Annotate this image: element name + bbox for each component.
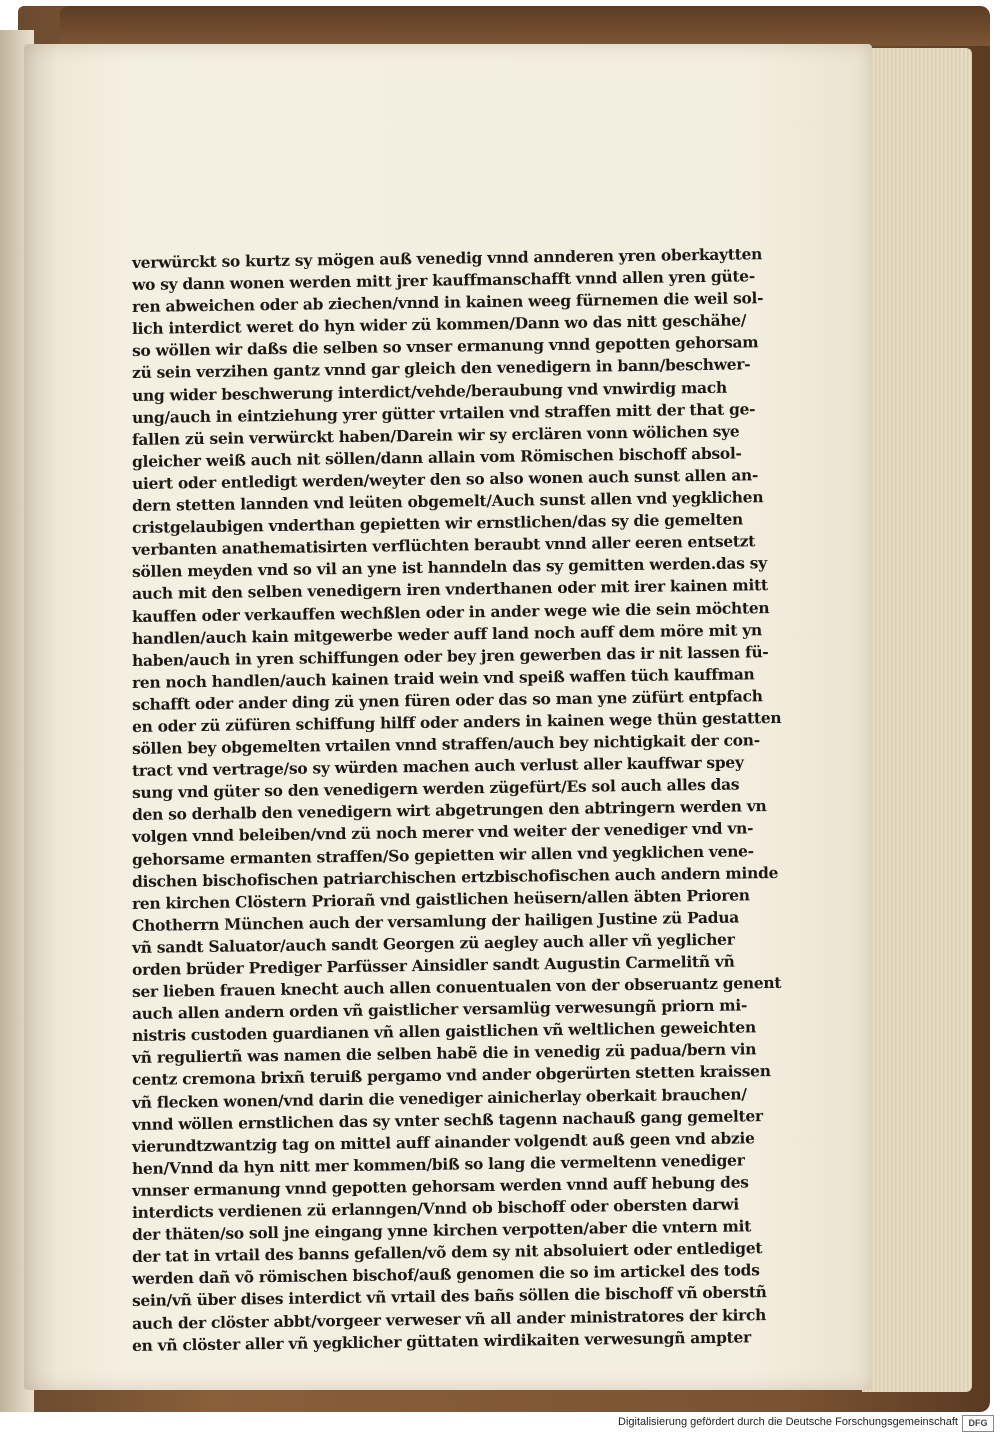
- text-line: vnnser ermanung vnnd gepotten gehorsam werden vnnd auff hebung des: [131, 1172, 749, 1200]
- text-line: fallen zü sein verwürckt haben/Darein wir sy erclären vonn wölichen sye: [131, 421, 740, 449]
- book-page: [24, 44, 872, 1390]
- text-line: uiert oder entledigt werden/weyter den so also wonen auch sunst allen an-: [131, 465, 759, 493]
- text-line: dischen bischofischen patriarchischen ertzbischofischen auch andern minde: [131, 862, 779, 891]
- text-line: sein/vñ über dises interdict vñ vrtail des bañs söllen die bischoff vñ oberstñ: [131, 1282, 767, 1311]
- text-line: sung vnd güter so den venedigern werden zügefürt/Es sol auch alles das: [131, 774, 740, 803]
- text-line: der thäten/so soll jne eingang ynne kirchen verpotten/aber die vntern mit: [131, 1216, 752, 1245]
- text-line: wo sy dann wonen werden mitt jrer kauffmanschafft vnnd allen yren güte-: [131, 266, 756, 295]
- text-line: lich interdict weret do hyn wider zü kommen/Dann wo das nitt geschähe/: [131, 310, 747, 339]
- text-line: en oder zü züfüren schiffung hilff oder anders in kainen wege thün gestatten: [131, 707, 782, 736]
- text-line: vierundtzwantzig tag on mittel auff ainander volgendt auß geen vnd abzie: [131, 1128, 755, 1156]
- dfg-logo: DFG: [962, 1415, 994, 1432]
- text-line: cristgelaubigen vnderthan gepietten wir ernstlichen/das sy die gemelten: [131, 509, 744, 538]
- text-line: verwürckt so kurtz sy mögen auß venedig vnnd annderen yren oberkaytten: [131, 244, 763, 272]
- text-line: so wöllen wir daßs die selben so vnser ermanung vnnd gepotten gehorsam: [131, 332, 759, 361]
- text-line: dern stetten lannden vnd leüten obgemelt/Auch sunst allen vnd yegklichen: [131, 487, 764, 516]
- text-line: kauffen oder verkauffen wechßlen oder in ander wege wie die sein möchten: [131, 597, 770, 626]
- text-line: ung wider beschwerung interdict/vehde/beraubung vnd vnwirdig mach: [131, 377, 728, 405]
- text-line: gleicher weiß auch nit söllen/dann allain vom Römischen bischoff absol-: [131, 443, 742, 471]
- footer-bar: [0, 1412, 1000, 1434]
- text-line: nistris custoden guardianen vñ allen gaistlichen vñ weltlichen geweichten: [131, 1017, 756, 1046]
- footer-credit: Digitalisierung gefördert durch die Deutsche Forschungsgemeinschaft: [618, 1416, 958, 1428]
- text-line: Chotherrn München auch der versamlung der hailigen Justine zü Padua: [131, 907, 740, 935]
- text-line: ren abweichen oder ab ziechen/vnnd in kainen weeg fürnemen die weil sol-: [131, 288, 764, 317]
- text-line: auch der clöster abbt/vorgeer verweser vñ all ander ministratores der kirch: [131, 1304, 767, 1333]
- text-line: vñ sandt Saluator/auch sandt Georgen zü aegley auch aller vñ yeglicher: [131, 929, 735, 957]
- page-edges: [862, 48, 972, 1392]
- text-line: orden brüder Prediger Parfüsser Ainsidler sandt Augustin Carmelitñ vñ: [131, 951, 735, 979]
- text-line: ung/auch in eintziehung yrer gütter vrtailen vnd straffen mitt der that ge-: [131, 398, 756, 427]
- text-line: ren kirchen Clöstern Priorañ vnd gaistlichen heüsern/allen äbten Prioren: [131, 885, 750, 913]
- text-line: ren noch handlen/auch kainen traid wein vnd speiß waffen tüch kauffman: [131, 664, 755, 692]
- text-line: söllen meyden vnd so vil an yne ist hanndeln das sy gemitten werden.das sy: [131, 553, 767, 582]
- text-line: den so derhalb den venedigern wirt abgetrungen den abtringern werden vn: [131, 796, 767, 825]
- text-line: gehorsame ermanten straffen/So gepietten wir allen vnd yegklichen vene-: [131, 840, 754, 869]
- text-line: en vñ clöster aller vñ yegklicher güttaten wirdikaiten verwesungñ ampter: [131, 1326, 752, 1355]
- text-line: haben/auch in yren schiffungen oder bey jren gewerben das ir nit lassen fü-: [131, 641, 769, 670]
- text-block: [131, 244, 782, 1357]
- text-line: vñ reguliertñ was namen die selben habẽ die in venedig zü padua/bern vin: [131, 1039, 757, 1068]
- text-line: söllen bey obgemelten vrtailen vnnd straffen/auch bey nichtigkait der con-: [131, 730, 760, 759]
- text-line: handlen/auch kain mitgewerbe weder auff land noch auff dem möre mit yn: [131, 619, 763, 648]
- text-line: schafft oder ander ding zü ynen füren oder das so man yne züfürt entpfach: [131, 686, 763, 714]
- text-line: ser lieben frauen knecht auch allen conuentualen von der obseruantz genent: [131, 973, 782, 1002]
- text-line: auch allen andern orden vñ gaistlicher versamlüg verwesungñ priorn mi-: [131, 995, 748, 1024]
- text-line: zü sein verzihen gantz vnnd gar gleich den venedigern in bann/beschwer-: [131, 354, 751, 383]
- text-line: volgen vnnd beleiben/vnd zü noch merer vnd weiter der venediger vnd vn-: [131, 818, 754, 847]
- text-line: auch mit den selben venedigern iren vnderthanen oder mit irer kainen mitt: [131, 575, 768, 604]
- text-line: vnnd wöllen ernstlichen das sy vnter sechß tagenn nachauß gang gemelter: [131, 1105, 763, 1134]
- text-line: der tat in vrtail des banns gefallen/võ dem sy nit absoluiert oder entlediget: [131, 1238, 763, 1267]
- book-cover-top-edge: [60, 6, 990, 46]
- text-line: centz cremona brixñ teruiß pergamo vnd ander obgerürten stetten kraissen: [131, 1061, 771, 1090]
- text-line: tract vnd vertrage/so sy würden machen auch verlust aller kauffwar spey: [131, 752, 744, 781]
- text-line: interdicts verdienen zü erlanngen/Vnnd ob bischoff oder obersten darwi: [131, 1194, 739, 1223]
- text-line: werden dañ võ römischen bischof/auß genomen die so im artickel des tods: [131, 1260, 760, 1289]
- text-line: hen/Vnnd da hyn nitt mer kommen/biß so lang die vermeltenn venediger: [131, 1150, 745, 1178]
- text-line: verbanten anathematisirten verflüchten beraubt vnnd aller eeren entsetzt: [131, 531, 756, 560]
- text-line: vñ flecken wonen/vnd darin die venediger ainicherlay oberkait brauchen/: [131, 1083, 747, 1112]
